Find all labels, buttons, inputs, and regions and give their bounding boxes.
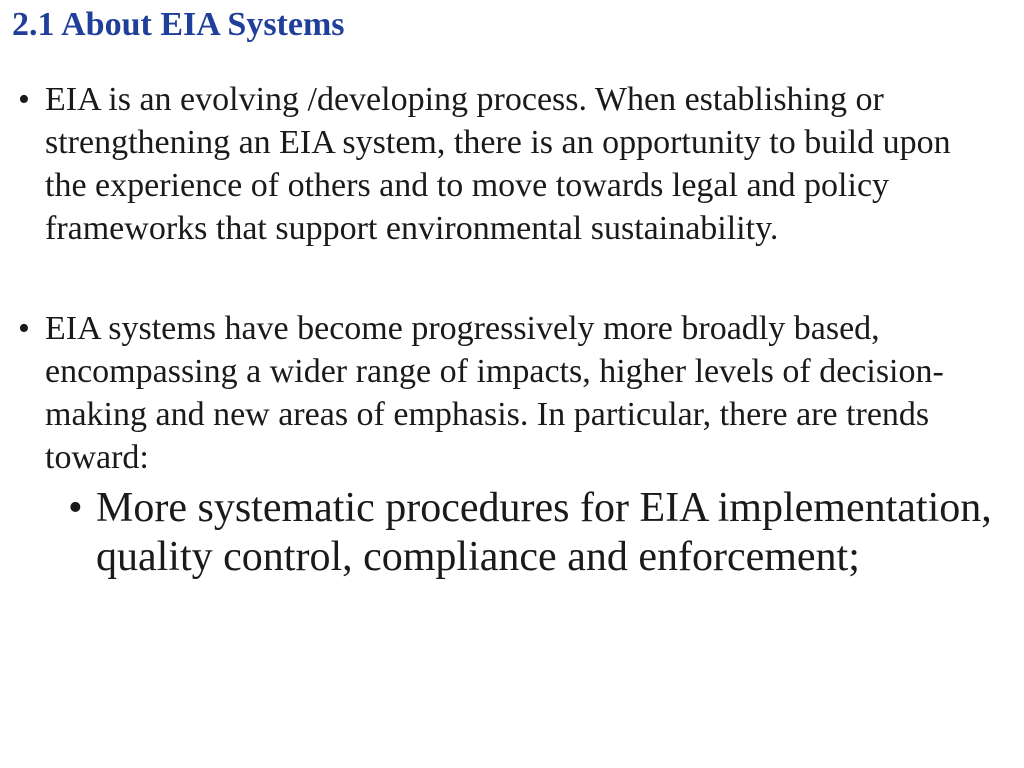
bullet-item bbox=[18, 78, 998, 250]
bullet-dot-icon: • bbox=[18, 310, 30, 347]
sub-bullet-text: More systematic procedures for EIA implementation, quality control, compliance and enforcement; bbox=[96, 485, 992, 580]
bullet-dot-icon: • bbox=[18, 81, 30, 118]
bullet-dot-icon: • bbox=[68, 485, 83, 531]
sub-bullet-item bbox=[68, 484, 1013, 582]
bullet-text: EIA is an evolving /developing process. When establishing or strengthening an EIA system, there is an opportunity to build upon the experience of others and to move towards legal and policy frameworks that support environmental sustainability. bbox=[45, 81, 951, 247]
slide-title: 2.1 About EIA Systems bbox=[12, 6, 345, 43]
bullet-item bbox=[18, 307, 998, 479]
bullet-text: EIA systems have become progressively more broadly based, encompassing a wider range of impacts, higher levels of decision-making and new areas of emphasis. In particular, there are trends toward: bbox=[45, 310, 944, 476]
